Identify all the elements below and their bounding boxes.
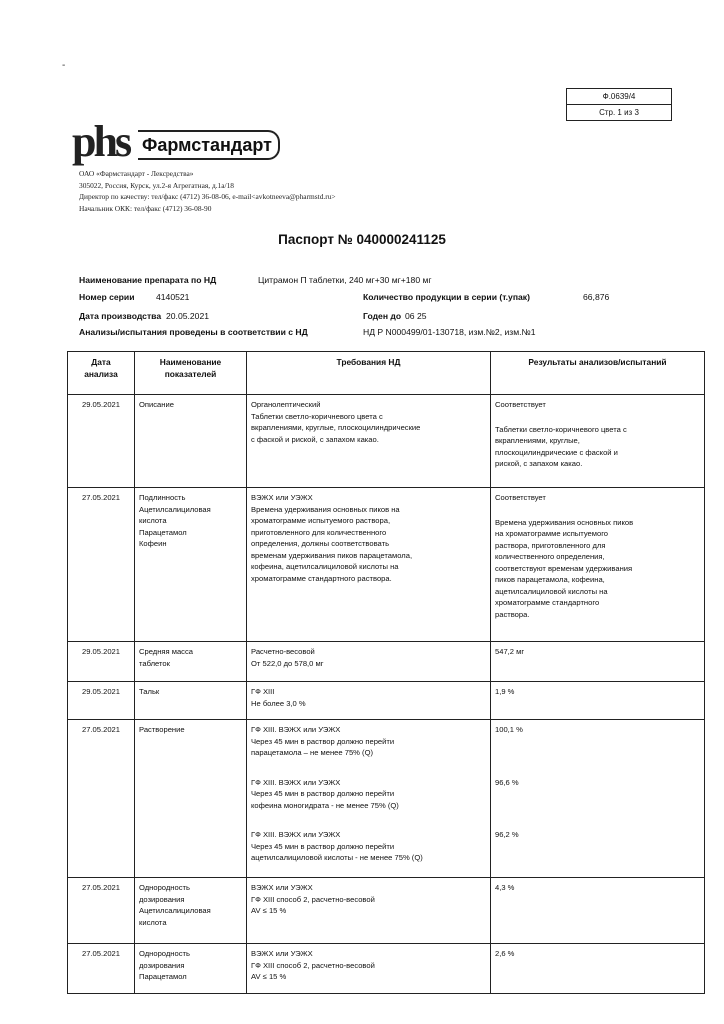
cell-line: ВЭЖХ или УЭЖХ xyxy=(251,493,313,502)
table-header-row xyxy=(68,352,705,395)
form-code: Ф.0639/4 xyxy=(602,92,636,101)
production-date-label: Дата производства xyxy=(79,311,162,321)
indicator-name xyxy=(135,944,247,994)
indicator-name xyxy=(135,642,247,682)
analysis-table xyxy=(67,351,705,994)
cell-spacer xyxy=(495,411,700,424)
header-line: Наименование xyxy=(159,357,222,367)
company-address: 305022, Россия, Курск, ул.2-я Агрегатная, д.1а/18 xyxy=(79,180,234,190)
drug-label: Наименование препарата по НД xyxy=(79,275,217,285)
cell-line: 4,3 % xyxy=(495,883,515,892)
cell-line: Соответствует xyxy=(495,400,546,409)
cell-line: вкраплениями, круглые, xyxy=(495,436,580,445)
cell-line: От 522,0 до 578,0 мг xyxy=(251,658,324,668)
analysis-date: 29.05.2021 xyxy=(68,682,135,720)
cell-line: ацетилсалициловой кислоты - не менее 75% (Q) xyxy=(251,853,423,862)
cell-line: дозирования xyxy=(139,960,185,970)
drug-value: Цитрамон П таблетки, 240 мг+30 мг+180 мг xyxy=(258,275,432,285)
cell-line: Через 45 мин в раствор должно перейти xyxy=(251,841,395,851)
cell-line: хроматограмме испытуемого раствора, xyxy=(251,516,391,525)
cell-line: кофеина моногидрата - не менее 75% (Q) xyxy=(251,800,399,810)
cell-line: плоскоцилиндрические с фаской и xyxy=(495,447,618,457)
cell-line: кофеина, ацетилсалициловой кислоты на xyxy=(251,562,399,571)
cell-line: 100,1 % xyxy=(495,725,523,734)
cell-line: Ацетилсалициловая xyxy=(139,504,211,514)
quantity-label: Количество продукции в серии (т.упак) xyxy=(363,292,530,302)
cell-line: Растворение xyxy=(139,725,185,734)
valid-until-value: 06 25 xyxy=(405,311,427,321)
logo-brand: Фармстандарт xyxy=(138,130,280,160)
series-value: 4140521 xyxy=(156,292,190,302)
result-cell xyxy=(491,682,705,720)
result-cell xyxy=(491,720,705,878)
cell-spacer xyxy=(495,504,700,517)
indicator-name xyxy=(135,720,247,878)
cell-line: определения, должны соответствовать xyxy=(251,539,390,548)
header-results xyxy=(491,352,705,395)
company-details xyxy=(79,168,336,214)
cell-spacer xyxy=(251,759,486,777)
valid-until-label: Годен до xyxy=(363,311,402,321)
quantity-value: 66,876 xyxy=(583,292,610,302)
requirement-cell xyxy=(247,488,491,642)
header-line: Дата xyxy=(91,357,111,367)
cell-line: 1,9 % xyxy=(495,687,515,696)
header-line: Требования НД xyxy=(336,357,401,367)
cell-line: 547,2 мг xyxy=(495,647,525,656)
page-title: Паспорт № 040000241125 xyxy=(278,232,446,247)
cell-line: Подлинность xyxy=(139,493,186,502)
table-row xyxy=(68,488,705,642)
cell-line: ацетилсалициловой кислоты на xyxy=(495,586,608,596)
cell-line: AV ≤ 15 % xyxy=(251,972,287,981)
indicator-name xyxy=(135,682,247,720)
requirement-cell xyxy=(247,878,491,944)
cell-line: Средняя масса xyxy=(139,647,193,656)
cell-line: 96,2 % xyxy=(495,830,519,839)
page-counter: Стр. 1 из 3 xyxy=(567,104,671,120)
cell-line: ГФ XIII. ВЭЖХ или УЭЖХ xyxy=(251,725,341,734)
header-indicator xyxy=(135,352,247,395)
analysis-date: 27.05.2021 xyxy=(68,944,135,994)
cell-line: Таблетки светло-коричневого цвета с xyxy=(495,424,627,434)
table-row xyxy=(68,720,705,878)
indicator-name xyxy=(135,878,247,944)
table-row xyxy=(68,395,705,488)
cell-spacer xyxy=(251,811,486,829)
quality-director-contact: Директор по качеству: тел/факс (4712) 36-08-06, e-mail<avkotneeva@pharmstd.ru> xyxy=(79,192,336,201)
cell-line: Таблетки светло-коричневого цвета с xyxy=(251,411,383,421)
table-row xyxy=(68,682,705,720)
cell-line: Через 45 мин в раствор должно перейти xyxy=(251,736,395,746)
series-label: Номер серии xyxy=(79,292,135,302)
cell-line: ВЭЖХ или УЭЖХ xyxy=(251,949,313,958)
cell-line: Не более 3,0 % xyxy=(251,698,306,708)
cell-line: Времена удерживания основных пиков на xyxy=(251,504,400,514)
header-line: показателей xyxy=(164,369,217,379)
cell-line: Органолептический xyxy=(251,400,321,409)
cell-line: Расчетно-весовой xyxy=(251,647,315,656)
cell-line: Описание xyxy=(139,400,174,409)
cell-line: ГФ XIII способ 2, расчетно-весовой xyxy=(251,960,375,970)
production-date-value: 20.05.2021 xyxy=(166,311,210,321)
cell-line: таблеток xyxy=(139,658,170,668)
result-cell xyxy=(491,944,705,994)
cell-line: соответствуют временам удерживания xyxy=(495,563,633,573)
cell-line: ГФ XIII xyxy=(251,687,275,696)
table-row xyxy=(68,878,705,944)
cell-line: приготовленного для количественного xyxy=(251,527,387,537)
form-number-box xyxy=(566,88,672,121)
cell-line: хроматограмме стандартного xyxy=(495,598,600,607)
company-name: ОАО «Фармстандарт - Лексредства» xyxy=(79,169,194,178)
cell-line: ГФ XIII. ВЭЖХ или УЭЖХ xyxy=(251,777,341,787)
cell-line: кислота xyxy=(139,917,167,927)
cell-line: Однородность xyxy=(139,883,190,892)
cell-line: Ацетилсалициловая xyxy=(139,906,211,915)
cell-line: Однородность xyxy=(139,949,190,958)
header-date xyxy=(68,352,135,395)
analysis-date: 29.05.2021 xyxy=(68,395,135,488)
result-cell xyxy=(491,395,705,488)
cell-line: дозирования xyxy=(139,894,185,904)
requirement-cell xyxy=(247,642,491,682)
analysis-date: 27.05.2021 xyxy=(68,720,135,878)
cell-line: 96,6 % xyxy=(495,777,519,787)
header-line: Результаты анализов/испытаний xyxy=(528,357,667,367)
cell-line: раствора. xyxy=(495,609,530,619)
cell-line: Кофеин xyxy=(139,539,167,548)
cell-line: Через 45 мин в раствор должно перейти xyxy=(251,789,395,798)
result-cell xyxy=(491,642,705,682)
requirement-cell xyxy=(247,682,491,720)
cell-line: AV ≤ 15 % xyxy=(251,906,287,915)
cell-line: ВЭЖХ или УЭЖХ xyxy=(251,883,313,892)
table-row xyxy=(68,944,705,994)
tests-basis-value: НД Р N000499/01-130718, изм.№2, изм.№1 xyxy=(363,327,536,337)
header-requirements xyxy=(247,352,491,395)
cell-line: кислота xyxy=(139,516,167,525)
cell-spacer xyxy=(495,788,700,829)
result-cell xyxy=(491,878,705,944)
cell-line: ГФ XIII способ 2, расчетно-весовой xyxy=(251,894,375,904)
indicator-name xyxy=(135,488,247,642)
cell-line: риской, с запахом какао. xyxy=(495,459,583,468)
company-logo xyxy=(72,117,272,166)
header-line: анализа xyxy=(84,369,118,379)
cell-line: хроматограмме стандартного раствора. xyxy=(251,573,392,583)
requirement-cell xyxy=(247,944,491,994)
cell-line: Соответствует xyxy=(495,493,546,502)
analysis-date: 27.05.2021 xyxy=(68,488,135,642)
analysis-date: 29.05.2021 xyxy=(68,642,135,682)
cell-line: Времена удерживания основных пиков xyxy=(495,517,634,527)
okk-head-contact: Начальник ОКК: тел/факс (4712) 36-08-90 xyxy=(79,203,212,213)
tests-basis-label: Анализы/испытания проведены в соответствии с НД xyxy=(79,327,308,337)
indicator-name xyxy=(135,395,247,488)
cell-line: на хроматограмме испытуемого xyxy=(495,529,609,538)
cell-spacer xyxy=(495,736,700,777)
result-cell xyxy=(491,488,705,642)
requirement-cell xyxy=(247,395,491,488)
cell-line: количественного определения, xyxy=(495,552,605,561)
analysis-date: 27.05.2021 xyxy=(68,878,135,944)
scan-mark: - xyxy=(62,60,66,71)
table-row xyxy=(68,642,705,682)
cell-line: Парацетамол xyxy=(139,527,187,537)
cell-line: парацетамола – не менее 75% (Q) xyxy=(251,748,374,757)
logo-letters: phs xyxy=(72,117,130,166)
cell-line: 2,6 % xyxy=(495,949,515,958)
cell-line: временам удерживания пиков парацетамола, xyxy=(251,550,413,560)
cell-line: Парацетамол xyxy=(139,972,187,981)
cell-line: ГФ XIII. ВЭЖХ или УЭЖХ xyxy=(251,830,341,839)
cell-line: пиков парацетамола, кофеина, xyxy=(495,575,605,584)
cell-line: вкраплениями, круглые, плоскоцилиндрические xyxy=(251,423,421,432)
cell-line: Тальк xyxy=(139,687,160,696)
requirement-cell xyxy=(247,720,491,878)
cell-line: с фаской и риской, с запахом какао. xyxy=(251,434,379,444)
cell-line: раствора, приготовленного для xyxy=(495,540,606,550)
